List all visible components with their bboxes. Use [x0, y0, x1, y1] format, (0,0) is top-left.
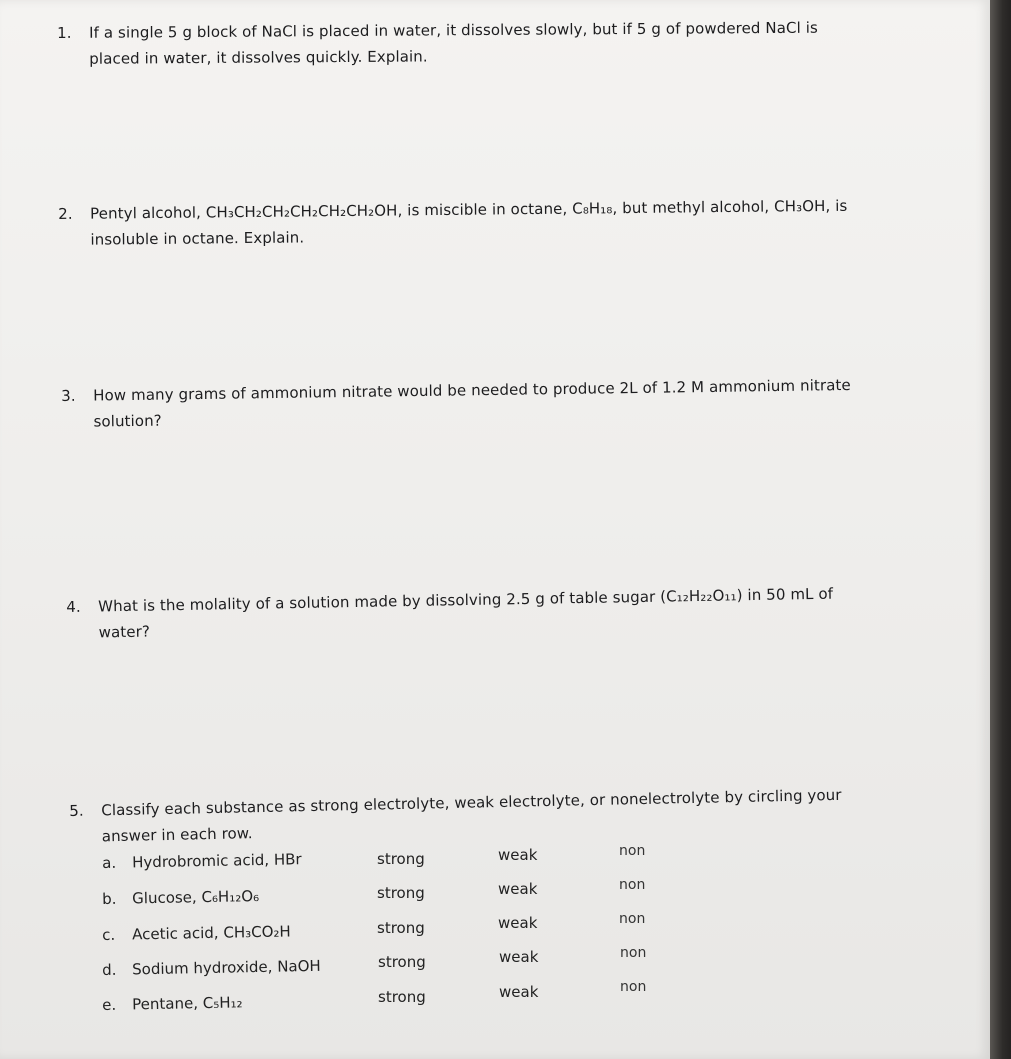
choice-non-a[interactable]: non — [619, 843, 646, 859]
question-number: 5. — [69, 801, 84, 820]
question-line: What is the molality of a solution made by dissolving 2.5 g of table sugar (C₁₂H₂₂O₁₁) in 50 mL of — [98, 584, 834, 616]
question-number: 4. — [66, 597, 81, 616]
question-line: solution? — [93, 411, 162, 431]
choice-non-b[interactable]: non — [619, 877, 646, 893]
row-letter: e. — [102, 995, 117, 1014]
question-line: answer in each row. — [101, 824, 253, 846]
substance-name: Hydrobromic acid, HBr — [132, 850, 302, 872]
choice-strong-e[interactable]: strong — [378, 988, 426, 1006]
substance-name: Acetic acid, CH₃CO₂H — [132, 922, 291, 944]
question-line: Classify each substance as strong electrolyte, weak electrolyte, or nonelectrolyte by circling your — [101, 785, 842, 820]
question-number: 1. — [57, 23, 72, 42]
substance-name: Sodium hydroxide, NaOH — [132, 956, 321, 979]
question-line: Pentyl alcohol, CH₃CH₂CH₂CH₂CH₂CH₂OH, is miscible in octane, C₈H₁₈, but methyl alcohol, CH₃OH, is — [90, 196, 848, 223]
choice-weak-b[interactable]: weak — [498, 880, 538, 898]
choice-strong-b[interactable]: strong — [377, 884, 425, 902]
row-letter: a. — [102, 853, 117, 872]
question-line: If a single 5 g block of NaCl is placed in water, it dissolves slowly, but if 5 g of powdered NaCl is — [89, 18, 818, 42]
choice-strong-d[interactable]: strong — [378, 953, 426, 971]
table-edge-background — [990, 0, 1011, 1059]
choice-strong-a[interactable]: strong — [377, 850, 425, 868]
row-letter: d. — [102, 960, 117, 979]
question-text — [93, 372, 854, 435]
choice-weak-c[interactable]: weak — [498, 914, 538, 932]
choice-weak-d[interactable]: weak — [499, 948, 539, 966]
substance-name: Pentane, C₅H₁₂ — [132, 993, 243, 1014]
choice-non-d[interactable]: non — [620, 945, 647, 961]
question-text — [89, 14, 849, 71]
choice-strong-c[interactable]: strong — [377, 919, 425, 937]
question-line: placed in water, it dissolves quickly. Explain. — [89, 47, 428, 68]
question-number: 2. — [58, 204, 73, 223]
row-letter: b. — [102, 889, 117, 908]
question-number: 3. — [61, 386, 76, 405]
choice-weak-e[interactable]: weak — [499, 983, 539, 1001]
question-text — [90, 193, 851, 253]
choice-non-e[interactable]: non — [620, 979, 647, 995]
choice-non-c[interactable]: non — [619, 911, 646, 927]
question-line: water? — [98, 622, 151, 642]
substance-name: Glucose, C₆H₁₂O₆ — [132, 886, 260, 908]
question-line: insoluble in octane. Explain. — [90, 228, 305, 249]
row-letter: c. — [102, 925, 116, 944]
choice-weak-a[interactable]: weak — [498, 846, 538, 864]
question-line: How many grams of ammonium nitrate would be needed to produce 2L of 1.2 M ammonium nitrate — [93, 375, 851, 405]
